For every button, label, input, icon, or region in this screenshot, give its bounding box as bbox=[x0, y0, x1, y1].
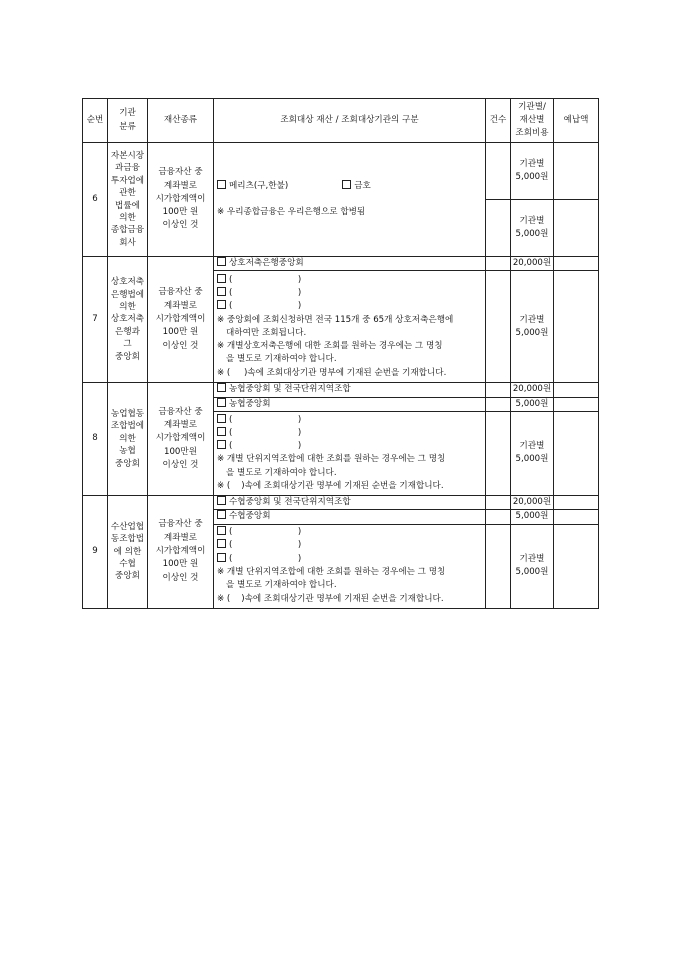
note-text: ※ 개별 단위지역조합에 대한 조회를 원하는 경우에는 그 명칭 bbox=[217, 567, 446, 578]
checkbox[interactable] bbox=[217, 398, 226, 407]
note-text: 대하여만 조회됩니다. bbox=[226, 327, 307, 338]
org-type-cell: 농업협동 조합법에 의한 농협 중앙회 bbox=[108, 383, 148, 496]
target-label: 금호 bbox=[354, 181, 371, 192]
note-text: ※ ( )속에 조회대상기관 명부에 기재된 순번을 기재합니다. bbox=[217, 593, 444, 604]
fee-cell: 20,000원 bbox=[511, 257, 554, 271]
row-no: 8 bbox=[83, 383, 108, 496]
blank-entry[interactable]: ( ) bbox=[229, 301, 302, 312]
note-text: 을 별도로 기재하여야 합니다. bbox=[226, 354, 337, 365]
row-no: 7 bbox=[83, 257, 108, 383]
header-fee: 기관별/ 재산별 조회비용 bbox=[511, 99, 554, 143]
checkbox[interactable] bbox=[217, 257, 226, 266]
header-asset-type: 재산종류 bbox=[148, 99, 214, 143]
org-type-cell: 상호저축 은행법에 의한 상호저축 은행과 그 중앙회 bbox=[108, 257, 148, 383]
target-head-cell bbox=[214, 495, 486, 509]
note-text: 을 별도로 기재하여야 합니다. bbox=[226, 467, 337, 478]
blank-entry[interactable]: ( ) bbox=[229, 553, 302, 564]
table-row bbox=[83, 143, 599, 200]
note-text: ※ 우리종합금융은 우리은행으로 합병됨 bbox=[217, 206, 366, 217]
blank-entry[interactable]: ( ) bbox=[229, 287, 302, 298]
row-no: 9 bbox=[83, 495, 108, 608]
target-head-cell bbox=[214, 257, 486, 271]
fee-cell: 기관별 5,000원 bbox=[511, 200, 554, 257]
deposit-cell[interactable] bbox=[554, 271, 599, 383]
fee-cell: 기관별 5,000원 bbox=[511, 524, 554, 608]
target-head-cell bbox=[214, 397, 486, 411]
note-text: 을 별도로 기재하여야 합니다. bbox=[226, 580, 337, 591]
checkbox[interactable] bbox=[342, 180, 351, 189]
target-label: 농협중앙회 및 전국단위지역조합 bbox=[229, 384, 351, 395]
target-label: 메리츠(구,한불) bbox=[229, 181, 289, 192]
checkbox[interactable] bbox=[217, 287, 226, 296]
deposit-cell[interactable] bbox=[554, 495, 599, 509]
asset-type-cell: 금융자산 중 계좌별로 시가합계액이 100만 원 이상인 것 bbox=[148, 257, 214, 383]
deposit-cell[interactable] bbox=[554, 383, 599, 397]
header-count: 건수 bbox=[486, 99, 511, 143]
header-target: 조회대상 재산 / 조회대상기관의 구분 bbox=[214, 99, 486, 143]
fee-cell: 5,000원 bbox=[511, 397, 554, 411]
header-no: 순번 bbox=[83, 99, 108, 143]
blank-entry[interactable]: ( ) bbox=[229, 414, 302, 425]
note-text: ※ 개별상호저축은행에 대한 조회를 원하는 경우에는 그 명칭 bbox=[217, 341, 443, 352]
count-cell[interactable] bbox=[486, 383, 511, 397]
note-text: ※ ( )속에 조회대상기관 명부에 기재된 순번을 기재합니다. bbox=[217, 481, 444, 492]
deposit-cell[interactable] bbox=[554, 257, 599, 271]
asset-type-cell: 금융자산 중 계좌별로 시가합계액이 100만 원 이상인 것 bbox=[148, 495, 214, 608]
note-text: ※ 개별 단위지역조합에 대한 조회를 원하는 경우에는 그 명칭 bbox=[217, 454, 446, 465]
blank-entry[interactable]: ( ) bbox=[229, 540, 302, 551]
asset-inquiry-table bbox=[82, 98, 599, 609]
deposit-cell[interactable] bbox=[554, 143, 599, 200]
blank-entry[interactable]: ( ) bbox=[229, 427, 302, 438]
target-cell bbox=[214, 411, 486, 495]
checkbox[interactable] bbox=[217, 553, 226, 562]
checkbox[interactable] bbox=[217, 427, 226, 436]
fee-cell: 기관별 5,000원 bbox=[511, 143, 554, 200]
checkbox[interactable] bbox=[217, 300, 226, 309]
row-no: 6 bbox=[83, 143, 108, 257]
target-label: 농협중앙회 bbox=[229, 398, 271, 409]
checkbox[interactable] bbox=[217, 440, 226, 449]
deposit-cell[interactable] bbox=[554, 510, 599, 524]
checkbox[interactable] bbox=[217, 383, 226, 392]
checkbox[interactable] bbox=[217, 496, 226, 505]
org-type-cell: 수산업협 동조합법 에 의한 수협 중앙회 bbox=[108, 495, 148, 608]
count-cell[interactable] bbox=[486, 411, 511, 495]
checkbox[interactable] bbox=[217, 180, 226, 189]
checkbox[interactable] bbox=[217, 526, 226, 535]
target-head-cell bbox=[214, 383, 486, 397]
blank-entry[interactable]: ( ) bbox=[229, 274, 302, 285]
header-org-type: 기관 분류 bbox=[108, 99, 148, 143]
fee-cell: 20,000원 bbox=[511, 383, 554, 397]
fee-cell: 20,000원 bbox=[511, 495, 554, 509]
count-cell[interactable] bbox=[486, 271, 511, 383]
table-row bbox=[83, 495, 599, 509]
note-text: ※ ( )속에 조회대상기관 명부에 기재된 순번을 기재합니다. bbox=[217, 367, 447, 378]
fee-cell: 기관별 5,000원 bbox=[511, 271, 554, 383]
count-cell[interactable] bbox=[486, 397, 511, 411]
count-cell[interactable] bbox=[486, 200, 511, 257]
deposit-cell[interactable] bbox=[554, 411, 599, 495]
fee-cell: 5,000원 bbox=[511, 510, 554, 524]
deposit-cell[interactable] bbox=[554, 200, 599, 257]
note-text: ※ 중앙회에 조회신청하면 전국 115개 중 65개 상호저축은행에 bbox=[217, 314, 454, 325]
count-cell[interactable] bbox=[486, 495, 511, 509]
target-cell bbox=[214, 143, 486, 257]
asset-type-cell: 금융자산 중 계좌별로 시가합계액이 100만 원 이상인 것 bbox=[148, 143, 214, 257]
checkbox[interactable] bbox=[217, 274, 226, 283]
asset-type-cell: 금융자산 중 계좌별로 시가합계액이 100만원 이상인 것 bbox=[148, 383, 214, 496]
count-cell[interactable] bbox=[486, 510, 511, 524]
target-cell bbox=[214, 524, 486, 608]
count-cell[interactable] bbox=[486, 143, 511, 200]
org-type-cell: 자본시장 과금융 투자업에 관한 법률에 의한 종합금융 회사 bbox=[108, 143, 148, 257]
table-row bbox=[83, 257, 599, 271]
table-row bbox=[83, 383, 599, 397]
target-head-cell bbox=[214, 510, 486, 524]
header-deposit: 예납액 bbox=[554, 99, 599, 143]
header-row bbox=[83, 99, 599, 143]
blank-entry[interactable]: ( ) bbox=[229, 527, 302, 538]
count-cell[interactable] bbox=[486, 257, 511, 271]
checkbox[interactable] bbox=[217, 510, 226, 519]
deposit-cell[interactable] bbox=[554, 397, 599, 411]
target-label: 수협중앙회 bbox=[229, 511, 271, 522]
checkbox[interactable] bbox=[217, 414, 226, 423]
target-label: 상호저축은행중앙회 bbox=[229, 258, 304, 268]
count-cell[interactable] bbox=[486, 524, 511, 608]
target-label: 수협중앙회 및 전국단위지역조합 bbox=[229, 496, 351, 507]
checkbox[interactable] bbox=[217, 539, 226, 548]
deposit-cell[interactable] bbox=[554, 524, 599, 608]
blank-entry[interactable]: ( ) bbox=[229, 441, 302, 452]
target-cell bbox=[214, 271, 486, 383]
fee-cell: 기관별 5,000원 bbox=[511, 411, 554, 495]
